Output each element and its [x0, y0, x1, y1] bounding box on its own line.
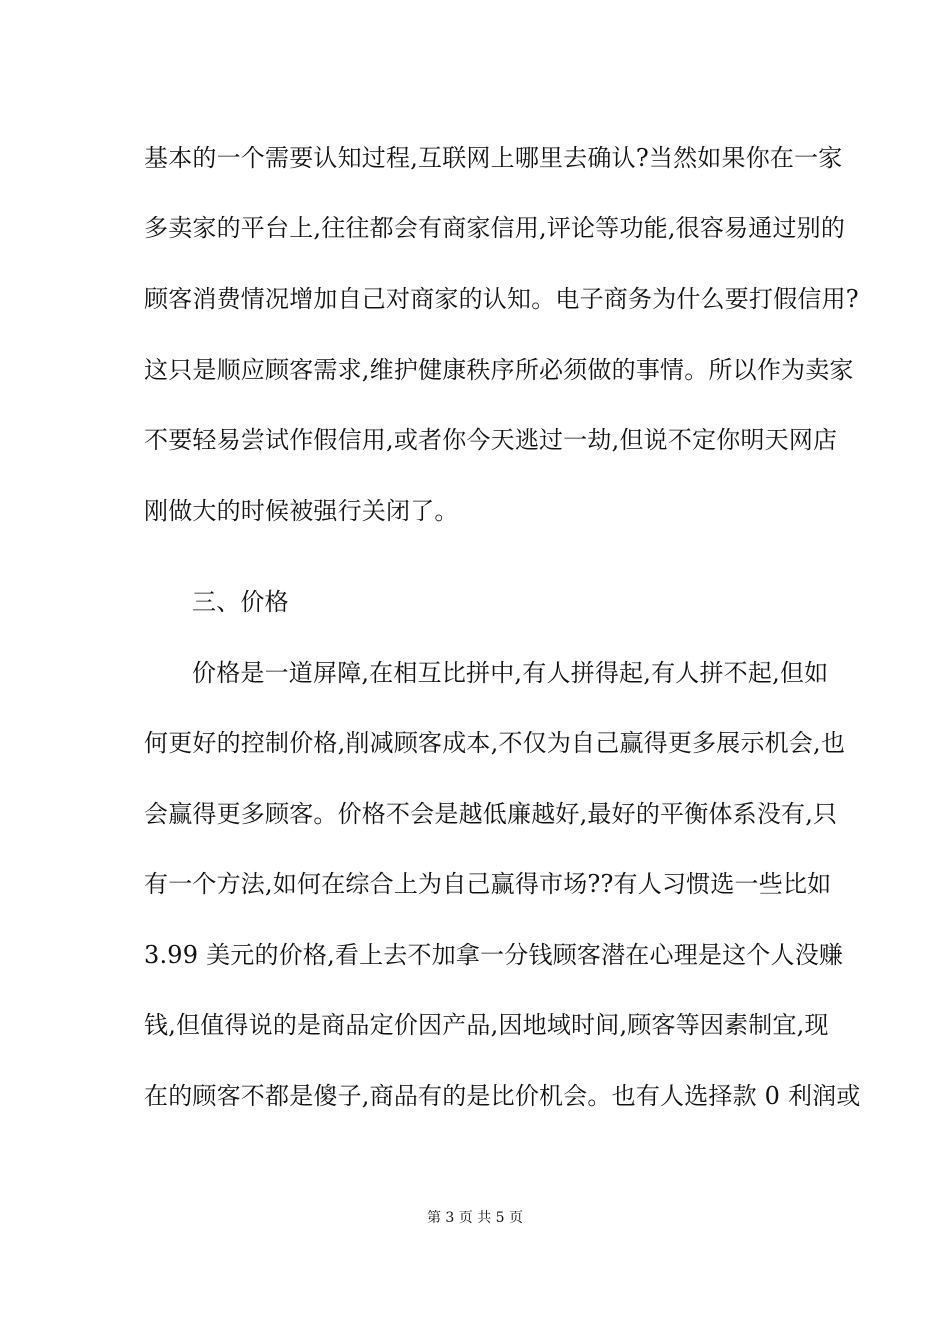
page-number-footer: 第 3 页 共 5 页 [426, 1210, 524, 1226]
text-line: 在的顾客不都是傻子,商品有的是比价机会。也有人选择款 0 利润或 [144, 1082, 861, 1110]
text-line: 顾客消费情况增加自己对商家的认知。电子商务为什么要打假信用? [144, 285, 859, 313]
text-line: 钱,但值得说的是商品定价因产品,因地域时间,顾客等因素制宜,现 [144, 1011, 829, 1039]
text-line: 基本的一个需要认知过程,互联网上哪里去确认?当然如果你在一家 [144, 144, 843, 172]
text-line: 这只是顺应顾客需求,维护健康秩序所必须做的事情。所以作为卖家 [144, 356, 854, 384]
section-heading: 三、价格 [192, 588, 289, 616]
text-line: 不要轻易尝试作假信用,或者你今天逃过一劫,但说不定你明天网店 [144, 426, 838, 454]
text-line: 3.99 美元的价格,看上去不加拿一分钱顾客潜在心理是这个人没赚 [144, 941, 844, 969]
text-line: 刚做大的时候被强行关闭了。 [144, 497, 459, 525]
text-line: 多卖家的平台上,往往都会有商家信用,评论等功能,很容易通过别的 [144, 214, 846, 242]
text-line: 价格是一道屏障,在相互比拼中,有人拼得起,有人拼不起,但如 [192, 659, 829, 687]
text-line: 何更好的控制价格,削减顾客成本,不仅为自己赢得更多展示机会,也 [144, 729, 846, 757]
text-line: 有一个方法,如何在综合上为自己赢得市场??有人习惯选一些比如 [144, 870, 832, 898]
text-line: 会赢得更多顾客。价格不会是越低廉越好,最好的平衡体系没有,只 [144, 800, 838, 828]
